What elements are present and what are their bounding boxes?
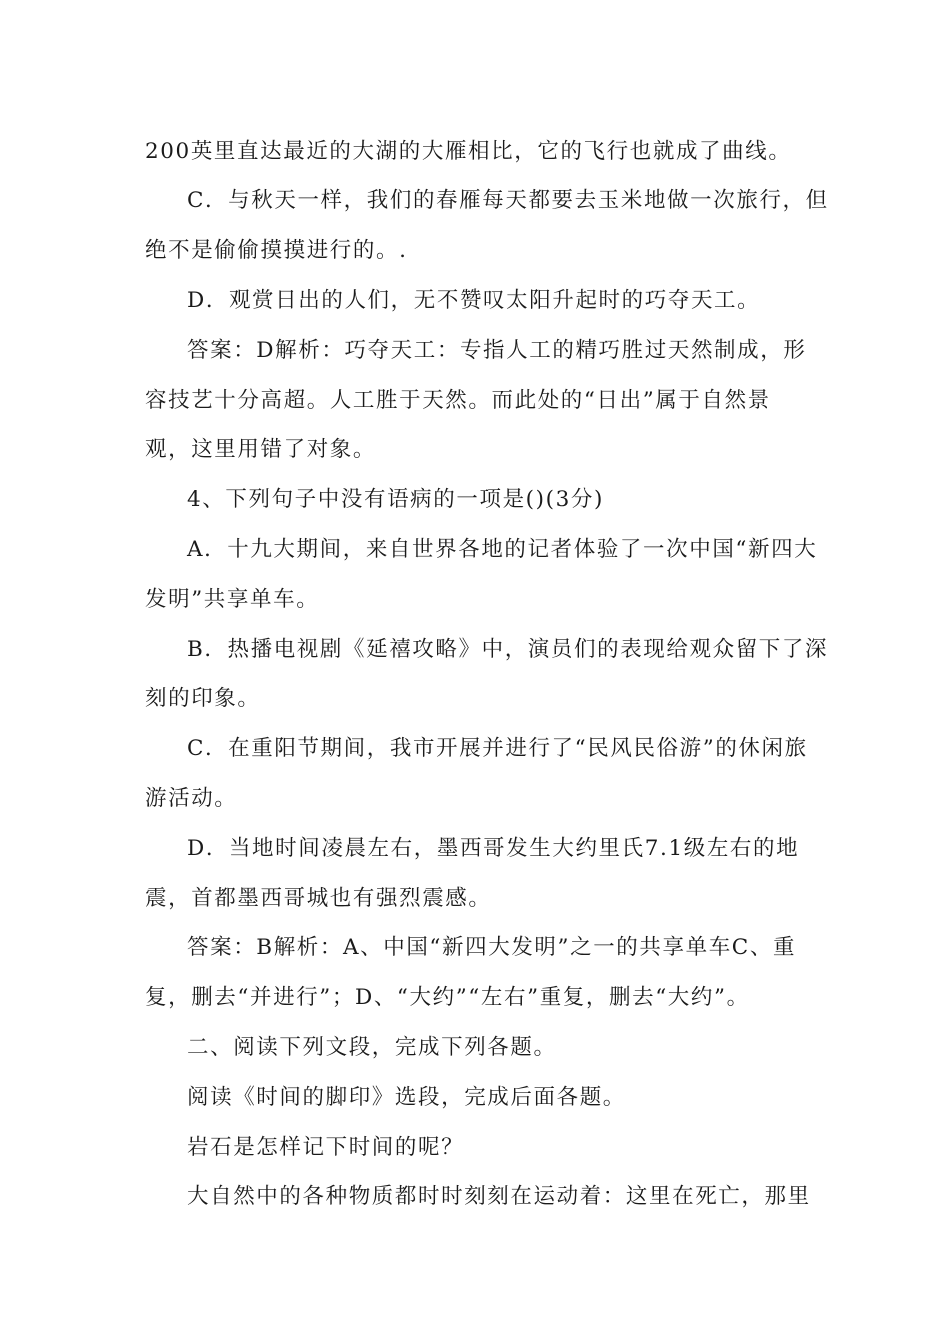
q4-option-b-line-2: 刻的印象。 bbox=[145, 686, 261, 711]
answer-4-line-2: 复，删去“并进行”；D、“大约”“左右”重复，删去“大约”。 bbox=[145, 985, 750, 1010]
answer-3-line-1: 答案：D解析：巧夺天工：专指人工的精巧胜过天然制成，形 bbox=[187, 338, 807, 363]
answer-3-line-2: 容技艺十分高超。人工胜于天然。而此处的“日出”属于自然景 bbox=[145, 388, 771, 413]
q4-option-b-line-1: B．热播电视剧《延禧攻略》中，演员们的表现给观众留下了深 bbox=[187, 637, 829, 662]
option-c-line-1: C．与秋天一样，我们的春雁每天都要去玉米地做一次旅行，但 bbox=[187, 188, 829, 213]
passage-line-2: 大自然中的各种物质都时时刻刻在运动着：这里在死亡，那里 bbox=[187, 1184, 811, 1209]
q4-option-d-line-2: 震，首都墨西哥城也有强烈震感。 bbox=[145, 886, 492, 911]
question-4-heading: 4、下列句子中没有语病的一项是()(3分) bbox=[187, 487, 605, 512]
passage-line-1: 岩石是怎样记下时间的呢？ bbox=[187, 1135, 465, 1160]
option-d-line: D．观赏日出的人们，无不赞叹太阳升起时的巧夺天工。 bbox=[187, 288, 761, 313]
answer-3-line-3: 观，这里用错了对象。 bbox=[145, 437, 377, 462]
answer-4-line-1: 答案：B解析：A、中国“新四大发明”之一的共享单车C、重 bbox=[187, 935, 797, 960]
section-2-heading: 二、阅读下列文段，完成下列各题。 bbox=[187, 1035, 557, 1060]
q4-option-a-line-2: 发明”共享单车。 bbox=[145, 587, 320, 612]
reading-instruction: 阅读《时间的脚印》选段，完成后面各题。 bbox=[187, 1085, 626, 1110]
q4-option-d-line-1: D．当地时间凌晨左右，墨西哥发生大约里氏7.1级左右的地 bbox=[187, 836, 800, 861]
text-line-1: 200英里直达最近的大湖的大雁相比，它的飞行也就成了曲线。 bbox=[145, 139, 792, 164]
q4-option-a-line-1: A．十九大期间，来自世界各地的记者体验了一次中国“新四大 bbox=[187, 537, 818, 562]
q4-option-c-line-2: 游活动。 bbox=[145, 786, 238, 811]
q4-option-c-line-1: C．在重阳节期间，我市开展并进行了“民风民俗游”的休闲旅 bbox=[187, 736, 808, 761]
option-c-line-2: 绝不是偷偷摸摸进行的。. bbox=[145, 238, 408, 263]
